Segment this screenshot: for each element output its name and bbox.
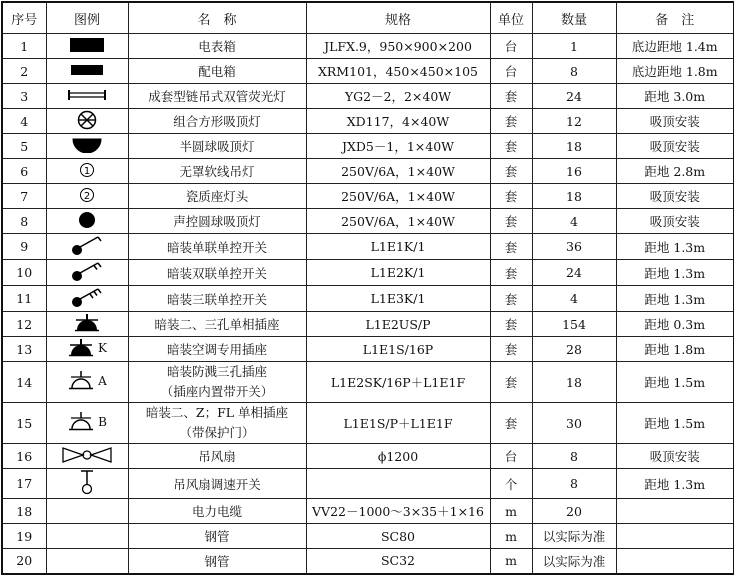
cell-qty: 28: [532, 337, 616, 362]
table-row: [2, 234, 734, 260]
cell-spec: SC80: [306, 524, 490, 549]
cell-seq: 18: [2, 499, 46, 524]
cell-seq: 10: [2, 260, 46, 286]
cell-qty: 30: [532, 403, 616, 444]
cell-spec: L1E2US/P: [306, 312, 490, 337]
cell-note: 距地 0.3m: [616, 312, 734, 337]
header-note: 备 注: [616, 2, 734, 34]
table-row: [2, 159, 734, 184]
cell-name: 暗装双联单控开关: [128, 260, 306, 286]
cell-legend: [46, 403, 128, 444]
table-row: [2, 134, 734, 159]
cell-unit: 套: [490, 362, 532, 403]
cell-qty: 1: [532, 34, 616, 59]
cell-qty: 18: [532, 184, 616, 209]
cell-qty: 4: [532, 286, 616, 312]
cell-qty: 20: [532, 499, 616, 524]
table-row: [2, 469, 734, 499]
cell-qty: 36: [532, 234, 616, 260]
cell-legend: [46, 549, 128, 574]
cell-name: 无罩软线吊灯: [128, 159, 306, 184]
cell-note: [616, 499, 734, 524]
cell-note: 吸顶安装: [616, 134, 734, 159]
cell-legend: [46, 312, 128, 337]
cell-note: 距地 1.5m: [616, 403, 734, 444]
cell-qty: 以实际为准: [532, 524, 616, 549]
cell-spec: L1E1S/P＋L1E1F: [306, 403, 490, 444]
cell-spec: 250V/6A，1×40W: [306, 159, 490, 184]
circled-one-icon: [79, 162, 95, 178]
cell-legend: [46, 234, 128, 260]
cell-unit: 套: [490, 109, 532, 134]
cell-legend: [46, 159, 128, 184]
cell-legend: [46, 444, 128, 469]
cell-seq: 14: [2, 362, 46, 403]
cell-legend: [46, 34, 128, 59]
filled-circle-lamp-icon: [78, 211, 96, 229]
svg-text:2: 2: [83, 190, 91, 202]
cell-name: 成套型链吊式双管荧光灯: [128, 84, 306, 109]
header-seq: 序号: [2, 2, 46, 34]
cell-note: 距地 1.3m: [616, 234, 734, 260]
cell-unit: 套: [490, 337, 532, 362]
table-header-row: [2, 2, 734, 34]
cell-seq: 5: [2, 134, 46, 159]
distribution-box-filled-small-icon: [70, 64, 104, 76]
cell-unit: 套: [490, 403, 532, 444]
legend-suffix: B: [98, 414, 107, 429]
cell-name: 暗装二、Z；FL 单相插座 （带保护门）: [128, 403, 306, 444]
table-row: [2, 312, 734, 337]
cell-qty: 12: [532, 109, 616, 134]
legend-suffix: A: [98, 373, 107, 388]
cell-note: 距地 1.3m: [616, 469, 734, 499]
cell-spec: L1E2K/1: [306, 260, 490, 286]
cell-spec: [306, 469, 490, 499]
cell-spec: SC32: [306, 549, 490, 574]
header-name: 名 称: [128, 2, 306, 34]
table-row: [2, 499, 734, 524]
cell-unit: 套: [490, 260, 532, 286]
fluorescent-lamp-icon: [67, 89, 107, 101]
cell-spec: YG2－2，2×40W: [306, 84, 490, 109]
distribution-box-filled-icon: [69, 37, 105, 53]
table-row: [2, 109, 734, 134]
cell-qty: 24: [532, 260, 616, 286]
socket-outline-icon: [67, 371, 95, 391]
cell-note: 距地 1.8m: [616, 337, 734, 362]
table-row: [2, 209, 734, 234]
cell-name: 吊风扇: [128, 444, 306, 469]
semicircle-ceiling-lamp-icon: [72, 137, 102, 153]
cell-unit: 套: [490, 159, 532, 184]
header-spec: 规格: [306, 2, 490, 34]
ceiling-lamp-combo-icon: [77, 110, 97, 130]
cell-seq: 1: [2, 34, 46, 59]
cell-note: 吸顶安装: [616, 444, 734, 469]
cell-unit: m: [490, 524, 532, 549]
cell-seq: 11: [2, 286, 46, 312]
cell-seq: 4: [2, 109, 46, 134]
table-row: [2, 549, 734, 574]
cell-name: 吊风扇调速开关: [128, 469, 306, 499]
cell-spec: VV22－1000～3×35＋1×16: [306, 499, 490, 524]
fan-speed-switch-icon: [79, 469, 95, 495]
cell-spec: XD117，4×40W: [306, 109, 490, 134]
cell-name: 配电箱: [128, 59, 306, 84]
cell-unit: 套: [490, 286, 532, 312]
table-row: [2, 59, 734, 84]
cell-legend: [46, 134, 128, 159]
cell-spec: L1E1K/1: [306, 234, 490, 260]
cell-note: 距地 1.3m: [616, 260, 734, 286]
cell-name: 组合方形吸顶灯: [128, 109, 306, 134]
table-row: [2, 84, 734, 109]
cell-name: 钢管: [128, 524, 306, 549]
cell-seq: 3: [2, 84, 46, 109]
cell-note: [616, 524, 734, 549]
cell-legend: [46, 286, 128, 312]
cell-note: 距地 3.0m: [616, 84, 734, 109]
cell-legend: [46, 260, 128, 286]
table-row: [2, 524, 734, 549]
cell-name: 暗装三联单控开关: [128, 286, 306, 312]
cell-note: 吸顶安装: [616, 184, 734, 209]
cell-unit: 套: [490, 312, 532, 337]
socket-outline-icon: [67, 412, 95, 432]
cell-legend: [46, 362, 128, 403]
header-legend: 图例: [46, 2, 128, 34]
table-row: [2, 444, 734, 469]
table-row: [2, 337, 734, 362]
legend-suffix: K: [98, 340, 107, 355]
cell-name: 瓷质座灯头: [128, 184, 306, 209]
cell-spec: XRM101，450×450×105: [306, 59, 490, 84]
cell-name: 半圆球吸顶灯: [128, 134, 306, 159]
cell-legend: [46, 499, 128, 524]
ceiling-fan-icon: [61, 446, 113, 464]
cell-unit: 套: [490, 234, 532, 260]
cell-name: 电力电缆: [128, 499, 306, 524]
cell-seq: 20: [2, 549, 46, 574]
cell-unit: m: [490, 549, 532, 574]
cell-seq: 2: [2, 59, 46, 84]
cell-seq: 9: [2, 234, 46, 260]
switch-triple-icon: [71, 286, 103, 308]
cell-qty: 8: [532, 469, 616, 499]
table-row: [2, 34, 734, 59]
cell-spec: L1E3K/1: [306, 286, 490, 312]
socket-filled-icon: [73, 314, 101, 332]
cell-unit: 套: [490, 209, 532, 234]
cell-qty: 18: [532, 362, 616, 403]
cell-unit: 套: [490, 184, 532, 209]
cell-note: 距地 1.5m: [616, 362, 734, 403]
cell-seq: 15: [2, 403, 46, 444]
header-unit: 单位: [490, 2, 532, 34]
cell-qty: 8: [532, 444, 616, 469]
cell-spec: 250V/6A，1×40W: [306, 184, 490, 209]
cell-legend: [46, 84, 128, 109]
cell-spec: 250V/6A，1×40W: [306, 209, 490, 234]
cell-note: [616, 549, 734, 574]
cell-seq: 19: [2, 524, 46, 549]
cell-note: 底边距地 1.8m: [616, 59, 734, 84]
cell-unit: 台: [490, 34, 532, 59]
cell-legend: [46, 524, 128, 549]
cell-legend: [46, 109, 128, 134]
table-row: [2, 403, 734, 444]
cell-unit: 套: [490, 134, 532, 159]
cell-unit: m: [490, 499, 532, 524]
cell-note: 吸顶安装: [616, 109, 734, 134]
cell-unit: 个: [490, 469, 532, 499]
cell-note: 距地 2.8m: [616, 159, 734, 184]
cell-unit: 台: [490, 444, 532, 469]
cell-name: 暗装二、三孔单相插座: [128, 312, 306, 337]
switch-single-icon: [71, 234, 103, 256]
cell-qty: 16: [532, 159, 616, 184]
cell-qty: 以实际为准: [532, 549, 616, 574]
cell-name: 暗装防溅三孔插座 （插座内置带开关）: [128, 362, 306, 403]
socket-filled-icon: [67, 339, 95, 357]
cell-seq: 6: [2, 159, 46, 184]
cell-qty: 154: [532, 312, 616, 337]
circled-two-icon: [79, 187, 95, 203]
cell-unit: 套: [490, 84, 532, 109]
header-qty: 数量: [532, 2, 616, 34]
cell-spec: L1E1S/16P: [306, 337, 490, 362]
cell-spec: JXD5－1，1×40W: [306, 134, 490, 159]
cell-note: 底边距地 1.4m: [616, 34, 734, 59]
cell-qty: 18: [532, 134, 616, 159]
svg-text:1: 1: [83, 165, 91, 177]
cell-spec: ϕ1200: [306, 444, 490, 469]
cell-note: 距地 1.3m: [616, 286, 734, 312]
cell-name: 暗装空调专用插座: [128, 337, 306, 362]
cell-legend: [46, 337, 128, 362]
cell-spec: L1E2SK/16P＋L1E1F: [306, 362, 490, 403]
cell-unit: 台: [490, 59, 532, 84]
cell-spec: JLFX.9，950×900×200: [306, 34, 490, 59]
cell-seq: 12: [2, 312, 46, 337]
equipment-table: [1, 1, 734, 575]
cell-seq: 16: [2, 444, 46, 469]
cell-qty: 4: [532, 209, 616, 234]
cell-seq: 8: [2, 209, 46, 234]
cell-seq: 17: [2, 469, 46, 499]
cell-qty: 8: [532, 59, 616, 84]
cell-name: 声控圆球吸顶灯: [128, 209, 306, 234]
table-row: [2, 184, 734, 209]
cell-seq: 13: [2, 337, 46, 362]
table-row: [2, 260, 734, 286]
cell-name: 钢管: [128, 549, 306, 574]
cell-legend: [46, 469, 128, 499]
cell-legend: [46, 184, 128, 209]
table-row: [2, 362, 734, 403]
cell-legend: [46, 209, 128, 234]
cell-qty: 24: [532, 84, 616, 109]
table-row: [2, 286, 734, 312]
cell-legend: [46, 59, 128, 84]
switch-double-icon: [71, 260, 103, 282]
cell-seq: 7: [2, 184, 46, 209]
cell-name: 电表箱: [128, 34, 306, 59]
cell-name: 暗装单联单控开关: [128, 234, 306, 260]
cell-note: 吸顶安装: [616, 209, 734, 234]
